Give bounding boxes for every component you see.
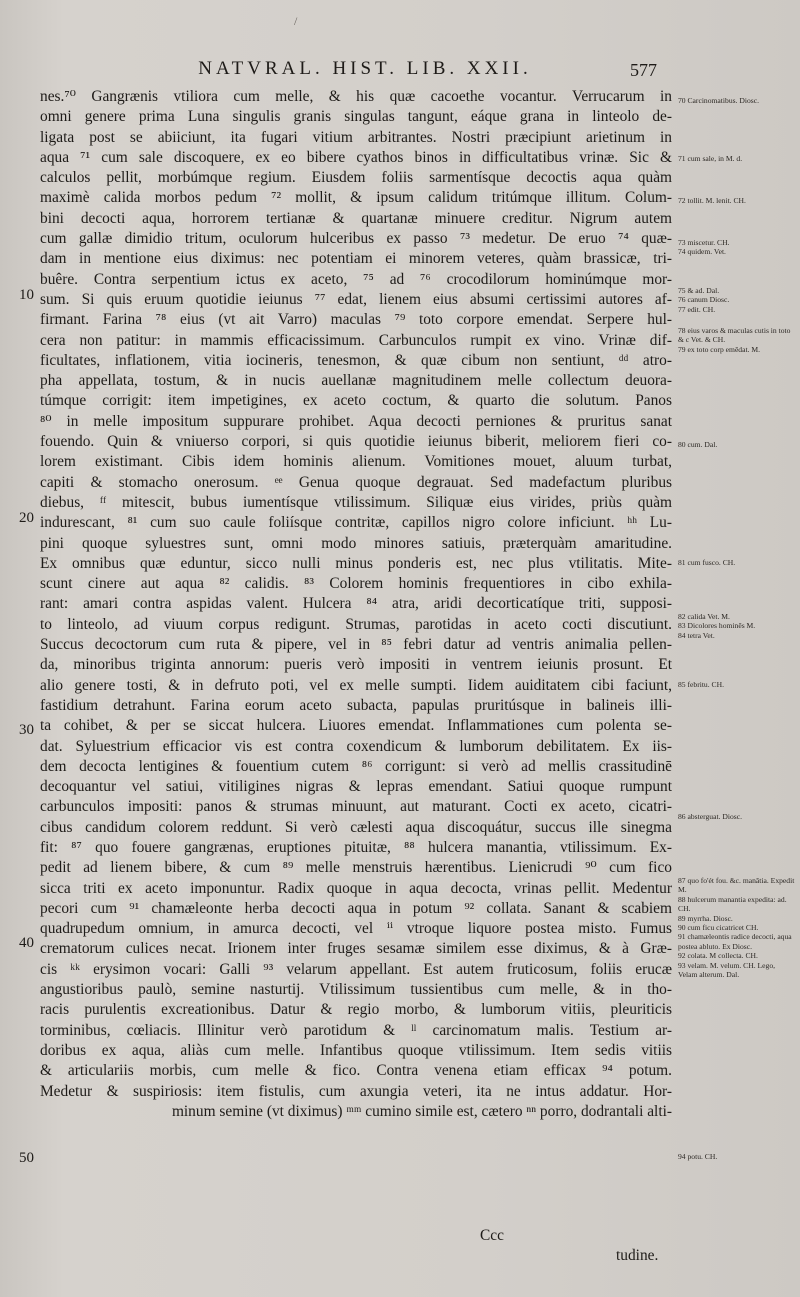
marginal-note: 80 cum. Dal.	[678, 440, 718, 449]
text-line: capiti & stomacho onerosum. ᵉᵉ Genua quoque degrauat. Sed madefactum pluribus	[40, 473, 672, 491]
text-line: cibus candidum colorem reddunt. Si verò cælesti aqua discoquátur, succus ille sinegma	[40, 818, 672, 836]
text-line: firmant. Farina ⁷⁸ eius (vt ait Varro) maculas ⁷⁹ toto corpore emendat. Serpere hul-	[40, 311, 672, 329]
catchword: tudine.	[616, 1247, 659, 1264]
line-number-50: 50	[19, 1150, 34, 1166]
text-line: fouendo. Quin & vniuerso corpori, si quis quotidie ieiunus biberit, meliorem fieri co-	[40, 433, 672, 451]
text-line: lorem existimant. Cibis idem hominis alienum. Vomitiones mouet, aluum turbat,	[40, 453, 672, 471]
text-line: fit: ⁸⁷ quo fouere gangrænas, eruptiones pituitæ, ⁸⁸ hulcera manantia, vtilissimum. Ex-	[40, 838, 672, 856]
text-line: aqua ⁷¹ cum sale discoquere, ex eo bibere cyathos binos in difficultatibus vrinæ. Sic &	[40, 148, 672, 166]
text-line: dem decocta lentigines & fouentium cutem ⁸⁶ corrigunt: si verò ad mellis crassitudinē	[40, 757, 672, 775]
text-line: dam in mentione eius diximus: nec potentiam ei minorem veteres, quàm brassicæ, tri-	[40, 250, 672, 268]
line-number-20: 20	[19, 510, 34, 526]
text-line: sicca triti ex aceto imponuntur. Radix quoque in aqua decocta, vrinas pellit. Medentur	[40, 879, 672, 897]
text-line: cum gallæ dimidio tritum, oculorum hulceribus ex passo ⁷³ medetur. De eruo ⁷⁴ quæ-	[40, 230, 672, 248]
text-line: quadrupedum omnium, in amurca decocti, vel ⁱⁱ vtroque liquore postea misto. Fumus	[40, 920, 672, 938]
text-line: to linteolo, ad viuum corpus redigunt. Strumas, parotidas in aceto cocti discutiunt.	[40, 615, 672, 633]
text-line: da, minoribus triginta annorum: pueris verò impositi in ventrem ieiunis prosunt. Et	[40, 656, 672, 674]
running-head: NATVRAL. HIST. LIB. XXII.	[198, 58, 532, 79]
text-line: buêre. Contra serpentium ictus ex aceto, ⁷⁵ ad ⁷⁶ crocodilorum hominúmque mor-	[40, 270, 672, 288]
ink-mark: /	[294, 14, 298, 28]
text-line: ficultates, inflationem, vitia iocineris, tenesmon, & quæ cibum non sentiunt, ᵈᵈ atro-	[40, 351, 672, 369]
text-line: pecori cum ⁹¹ chamæleonte herba decocti aqua in potum ⁹² collata. Sanant & scabiem	[40, 899, 672, 917]
text-line: Ex omnibus quæ eduntur, sicco nulli minus ponderis est, nec plus vtilitatis. Mite-	[40, 554, 672, 572]
marginal-note: 73 miscetur. CH. 74 quidem. Vet.	[678, 238, 730, 257]
text-line: ligata post se abiiciunt, ita fugari vitium arbitrantes. Nostri præcipiunt arietinum in	[40, 128, 672, 146]
marginal-note: 85 febritu. CH.	[678, 680, 724, 689]
text-line: crematorum culices necat. Irionem inter fruges sesamæ similem esse diximus, & à Græ-	[40, 940, 672, 958]
text-line: carbunculos impositi: panos & strumas minuunt, aut maturant. Cocti ex aceto, cicatri-	[40, 798, 672, 816]
marginal-note: 72 tollit. M. lenit. CH.	[678, 196, 746, 205]
text-line: diebus, ᶠᶠ mitescit, bubus iumentísque vtilissimum. Siliquæ eius virides, priùs quàm	[40, 493, 672, 511]
text-line: rant: amari contra aspidas valent. Hulcera ⁸⁴ atra, aridi decorticatíque triti, supposi-	[40, 595, 672, 613]
marginal-note: 94 potu. CH.	[678, 1152, 718, 1161]
text-line: pedit ad lienem bibere, & cum ⁸⁹ melle menstruis hærentibus. Lienicrudi ⁹⁰ cum fico	[40, 859, 672, 877]
text-line: túmque corrigit: item impetigines, ex aceto coctum, & quarto die solutum. Panos	[40, 392, 672, 410]
marginal-note: 78 eius varos & maculas cutis in toto & c Vet. & CH. 79 ex toto corp emēdat. M.	[678, 326, 791, 354]
text-line: maximè calida morbos pedum ⁷² mollit, & ipsum calidum tritúmque illitum. Colum-	[40, 189, 672, 207]
text-line: cis ᵏᵏ erysimon vocari: Galli ⁹³ velarum appellant. Est autem fruticosum, foliis erucæ	[40, 960, 672, 978]
signature-mark: Ccc	[480, 1227, 504, 1244]
line-number-40: 40	[19, 935, 34, 951]
main-text-column	[40, 87, 672, 1122]
marginal-note: 71 cum sale, in M. d.	[678, 154, 743, 163]
text-line: cera non patitur: in mammis efficacissimum. Carbunculos rumpit ex vino. Vrinæ dif-	[40, 331, 672, 349]
text-line: indurescant, ⁸¹ cum suo caule foliísque contritæ, capillos nigro colore inficiunt. ʰʰ Lu-	[40, 514, 672, 532]
text-line: pini quoque syluestres sunt, omni modo minores satiuis, præterquàm amaritudine.	[40, 534, 672, 552]
marginal-note: 81 cum fusco. CH.	[678, 558, 736, 567]
text-line: scunt cinere aut aqua ⁸² calidis. ⁸³ Colorem hominis frequentiores in cibo exhila-	[40, 575, 672, 593]
page-number: 577	[630, 60, 657, 80]
text-line: ta cohibet, & per se siccat hulcera. Liuores emendat. Inflammationes cum polenta se-	[40, 717, 672, 735]
text-line: sum. Si quis eruum quotidie ieiunus ⁷⁷ edat, lienem eius absumi certissimi autores af-	[40, 290, 672, 308]
text-line: pha appellata, tostum, & in nucis auellanæ magnitudinem melle collectum deuora-	[40, 372, 672, 390]
text-line: bini decocti aqua, horrorem tertianæ & quartanæ minuere creditur. Nigrum autem	[40, 209, 672, 227]
text-line: & articulariis morbis, cum melle & fico. Contra venena etiam efficax ⁹⁴ potum.	[40, 1062, 672, 1080]
text-line: torminibus, cœliacis. Illinitur verò parotidum & ˡˡ carcinomatum malis. Testium ar-	[40, 1021, 672, 1039]
marginal-note: 86 absterguat. Diosc.	[678, 812, 742, 821]
text-line: decoquantur vel satiui, vitiligines nigras & lepras emendant. Satiui quoque rumpunt	[40, 778, 672, 796]
text-line: alio genere tosti, & in defruto poti, vel ex melle sumpti. Iidem auiditatem cibi faciunt,	[40, 676, 672, 694]
line-number-30: 30	[19, 722, 34, 738]
text-line: ⁸⁰ in melle impositum suppurare prohibet. Aqua decocti perniones & pruritus sanat	[40, 412, 672, 430]
text-line: Succus decoctorum cum ruta & pipere, vel in ⁸⁵ febri datur ad ventris animalia pellen-	[40, 636, 672, 654]
marginal-note: 82 calida Vet. M. 83 Dicolores hominēs M. 84 tetra Vet.	[678, 612, 756, 640]
text-line: fastidium detrahunt. Farina eorum aceto subacta, papulas pruritúsque in balineis illi-	[40, 696, 672, 714]
text-line: omni genere prima Luna singulis granis singulas tangunt, eáque grana in linteolo de-	[40, 108, 672, 126]
text-line: doribus ex aqua, aliàs cum melle. Infantibus quoque vtilissimum. Item sedis vitiis	[40, 1041, 672, 1059]
marginal-note: 75 & ad. Dal. 76 canum Diosc. 77 edit. CH.	[678, 286, 730, 314]
marginal-note: 70 Carcinomatibus. Diosc.	[678, 96, 759, 105]
marginal-note: 87 quo fo'ét fou. &c. manātia. Expedit M. 88 hulcerum manantia expedita: ad. CH. 89 myrrha. Diosc. 90 cum ficu cicatricet CH. 91 chamæleontis radice decocti, aqua postea abluto. Ex Diosc. 92 colata. M collecta. CH. 93 velam. M. velum. CH. Lego, Velam alterum. Dal.	[678, 876, 795, 980]
text-line: calculos pellit, morbúmque regium. Eiusdem foliis sarmentísque decoctis aqua quàm	[40, 169, 672, 187]
text-line: dat. Syluestrium efficacior vis est contra coxendicum & lumborum debilitatem. Ex iis-	[40, 737, 672, 755]
text-line: minum semine (vt diximus) ᵐᵐ cumino simile est, cætero ⁿⁿ porro, dodrantali alti-	[171, 1102, 672, 1120]
text-line: angustioribus paulò, semine nasturtij. Vtilissimum tussientibus cum melle, & in tho-	[40, 981, 672, 999]
text-line: racis purulentis excreationibus. Datur & regio morbo, & lumborum vitiis, pleuriticis	[40, 1001, 672, 1019]
line-number-10: 10	[19, 287, 34, 303]
text-line: Medetur & suspiriosis: item fistulis, cum axungia veteri, ita ne intus addatur. Hor-	[40, 1082, 672, 1100]
text-line: nes.⁷⁰ Gangrænis vtiliora cum melle, & his quæ cacoethe vocantur. Verrucarum in	[40, 88, 672, 105]
